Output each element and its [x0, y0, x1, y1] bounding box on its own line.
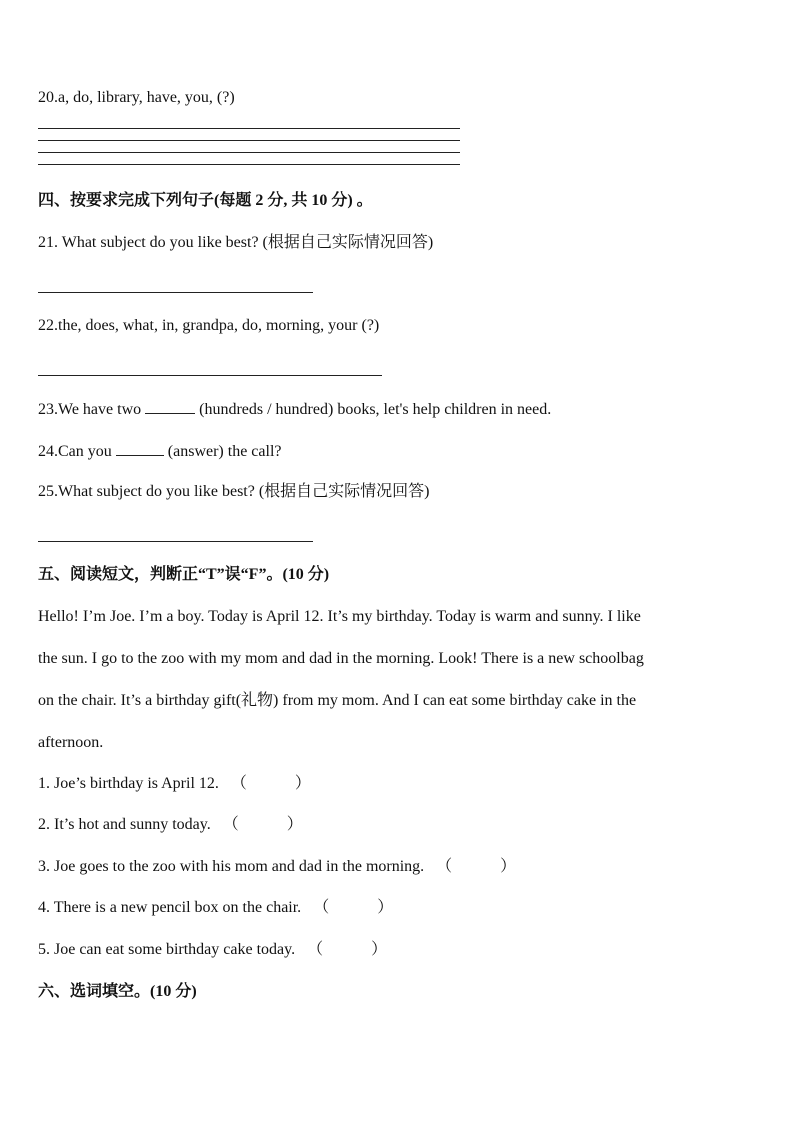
answer-line [38, 128, 460, 129]
question-23 [38, 399, 551, 420]
tf-item [38, 857, 516, 877]
answer-line [38, 152, 460, 153]
answer-parentheses[interactable]: （ ） [313, 899, 394, 916]
question-22: 22.the, does, what, in, grandpa, do, morning, your (?) [38, 317, 380, 334]
tf-item [38, 815, 303, 835]
answer-line [38, 140, 460, 141]
question-23-prefix: 23.We have two [38, 401, 142, 418]
question-23-suffix: (hundreds / hundred) books, let's help children in need. [199, 401, 552, 418]
reading-passage [38, 607, 754, 775]
answer-line [38, 292, 313, 293]
fill-blank[interactable] [145, 399, 195, 414]
question-24-suffix: (answer) the call? [167, 443, 282, 460]
question-21: 21. What subject do you like best? (根据自己实际情况回答) [38, 234, 434, 251]
answer-parentheses[interactable]: （ ） [230, 775, 311, 792]
answer-parentheses[interactable]: （ ） [307, 941, 388, 958]
tf-item [38, 898, 393, 918]
question-25: 25.What subject do you like best? (根据自己实际情况回答) [38, 483, 430, 500]
passage-line: Hello! I’m Joe. I’m a boy. Today is April 12. It’s my birthday. Today is warm and sunny. I like [38, 608, 641, 625]
tf-statement: 3. Joe goes to the zoo with his mom and dad in the morning. [38, 858, 425, 875]
tf-item [38, 940, 387, 960]
fill-blank[interactable] [116, 441, 164, 456]
question-24 [38, 441, 282, 462]
question-20: 20.a, do, library, have, you, (?) [38, 89, 235, 106]
passage-line: afternoon. [38, 734, 104, 751]
answer-parentheses[interactable]: （ ） [222, 816, 303, 833]
answer-parentheses[interactable]: （ ） [436, 858, 517, 875]
section-4-heading: 四、按要求完成下列句子(每题 2 分, 共 10 分) 。 [38, 192, 373, 209]
tf-statement: 4. There is a new pencil box on the chair. [38, 899, 302, 916]
tf-statement: 1. Joe’s birthday is April 12. [38, 775, 219, 792]
passage-line: the sun. I go to the zoo with my mom and dad in the morning. Look! There is a new schoolbag [38, 650, 644, 667]
tf-statement: 2. It’s hot and sunny today. [38, 816, 211, 833]
section-5-heading: 五、阅读短文，判断正“T”误“F”。(10 分) [38, 566, 330, 583]
passage-line: on the chair. It’s a birthday gift(礼物) from my mom. And I can eat some birthday cake in the [38, 692, 637, 709]
tf-statement: 5. Joe can eat some birthday cake today. [38, 941, 296, 958]
answer-line [38, 375, 382, 376]
tf-item [38, 774, 311, 794]
question-24-prefix: 24.Can you [38, 443, 112, 460]
section-6-heading: 六、选词填空。(10 分) [38, 983, 197, 1000]
answer-line [38, 541, 313, 542]
answer-line [38, 164, 460, 165]
